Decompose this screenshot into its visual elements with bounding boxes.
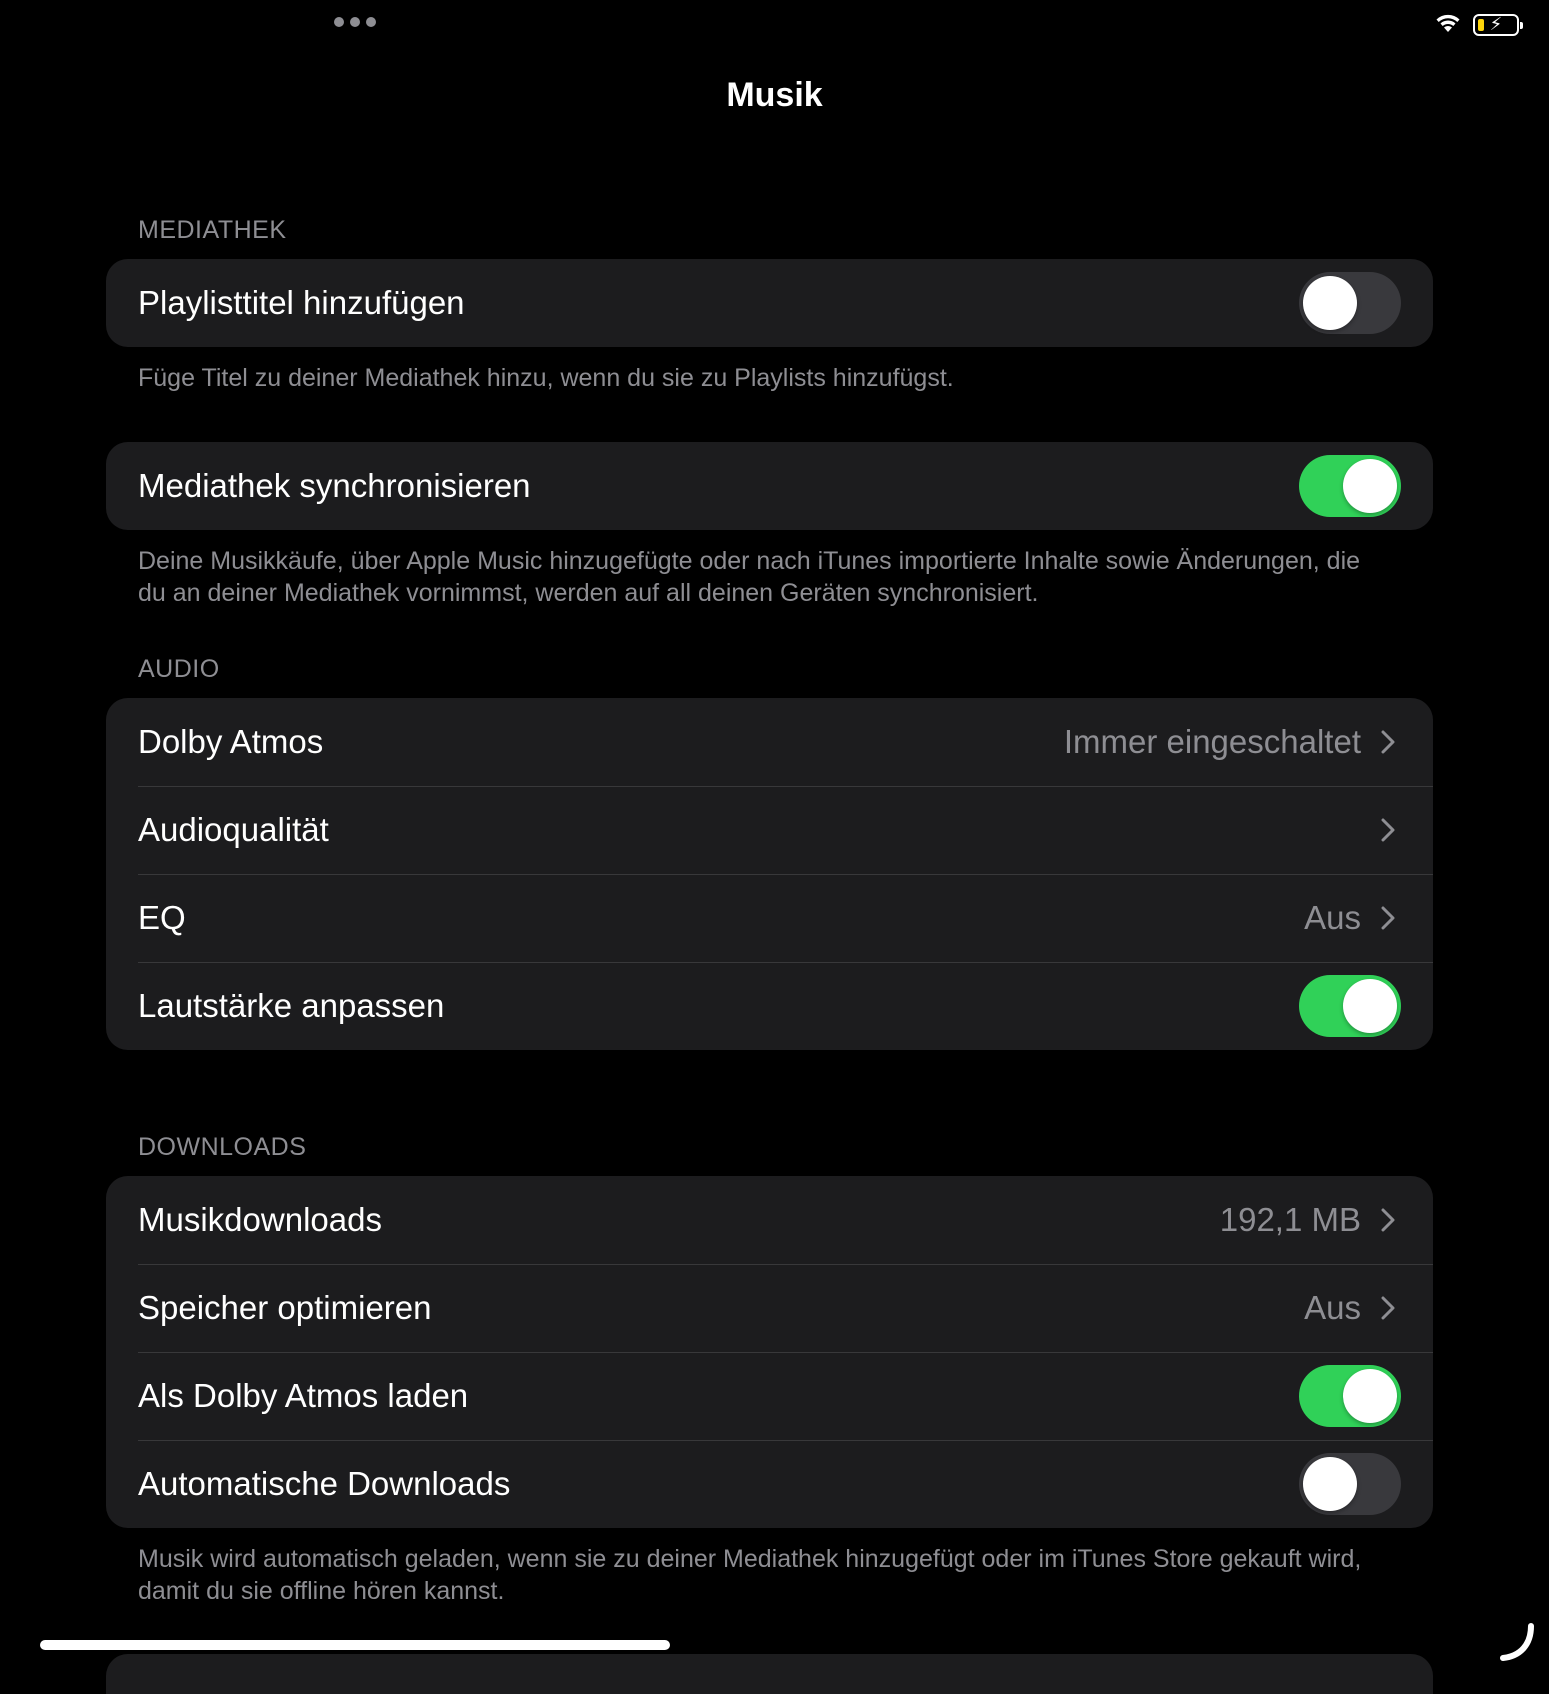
row-playlist-titles [106, 259, 1433, 347]
row-label: Als Dolby Atmos laden [138, 1377, 469, 1414]
chevron-right-icon [1375, 1205, 1401, 1235]
resize-handle-icon[interactable] [1497, 1622, 1537, 1662]
automatic-downloads-toggle[interactable] [1299, 1453, 1401, 1515]
row-label: Mediathek synchronisieren [138, 467, 531, 504]
row-value: Aus [1304, 899, 1361, 936]
status-bar-right [1433, 10, 1519, 39]
section-header-mediathek: MEDIATHEK [138, 216, 287, 244]
section-header-audio: AUDIO [138, 655, 220, 683]
row-music-downloads[interactable] [106, 1176, 1433, 1264]
wifi-icon [1433, 10, 1463, 39]
row-automatic-downloads [106, 1440, 1433, 1528]
row-label: Speicher optimieren [138, 1289, 432, 1326]
playlist-titles-toggle[interactable] [1299, 272, 1401, 334]
group-sync [106, 442, 1433, 530]
row-sound-check [106, 962, 1433, 1050]
battery-charging-icon: ⚡ [1473, 14, 1519, 36]
row-label: Playlisttitel hinzufügen [138, 284, 465, 321]
chevron-right-icon [1375, 815, 1401, 845]
row-audio-quality[interactable] [106, 786, 1433, 874]
section-header-downloads: DOWNLOADS [138, 1133, 307, 1161]
footer-downloads: Musik wird automatisch geladen, wenn sie zu deiner Mediathek hinzugefügt oder im iTunes Store gekauft wird, damit du sie offline hören kannst. [138, 1545, 1362, 1605]
row-optimize-storage[interactable] [106, 1264, 1433, 1352]
row-label: Lautstärke anpassen [138, 987, 445, 1024]
home-indicator[interactable] [40, 1640, 670, 1650]
footer-sync: Deine Musikkäufe, über Apple Music hinzugefügte oder nach iTunes importierte Inhalte sowie Änderungen, die du an deiner Mediathek vornimmst, werden auf all deinen Geräten synchronisiert. [138, 547, 1361, 607]
row-sync-library [106, 442, 1433, 530]
row-dolby-atmos[interactable] [106, 698, 1433, 786]
row-label: Audioqualität [138, 811, 329, 848]
row-value: Immer eingeschaltet [1063, 723, 1361, 760]
group-playlist [106, 259, 1433, 347]
sync-library-toggle[interactable] [1299, 455, 1401, 517]
row-label: Dolby Atmos [138, 723, 324, 760]
page-title: Musik [726, 76, 823, 114]
row-eq[interactable] [106, 874, 1433, 962]
row-label: Musikdownloads [138, 1201, 382, 1238]
chevron-right-icon [1375, 903, 1401, 933]
multitasking-dots-icon[interactable] [334, 17, 376, 27]
group-downloads [106, 1176, 1433, 1528]
row-label: EQ [138, 899, 186, 936]
footer-playlist: Füge Titel zu deiner Mediathek hinzu, wenn du sie zu Playlists hinzufügst. [138, 364, 954, 392]
row-value: 192,1 MB [1219, 1201, 1361, 1238]
row-value: Aus [1304, 1289, 1361, 1326]
chevron-right-icon [1375, 1293, 1401, 1323]
group-audio [106, 698, 1433, 1050]
next-group-partial [106, 1654, 1433, 1694]
download-dolby-atmos-toggle[interactable] [1299, 1365, 1401, 1427]
row-label: Automatische Downloads [138, 1465, 511, 1502]
row-download-dolby-atmos [106, 1352, 1433, 1440]
sound-check-toggle[interactable] [1299, 975, 1401, 1037]
chevron-right-icon [1375, 727, 1401, 757]
